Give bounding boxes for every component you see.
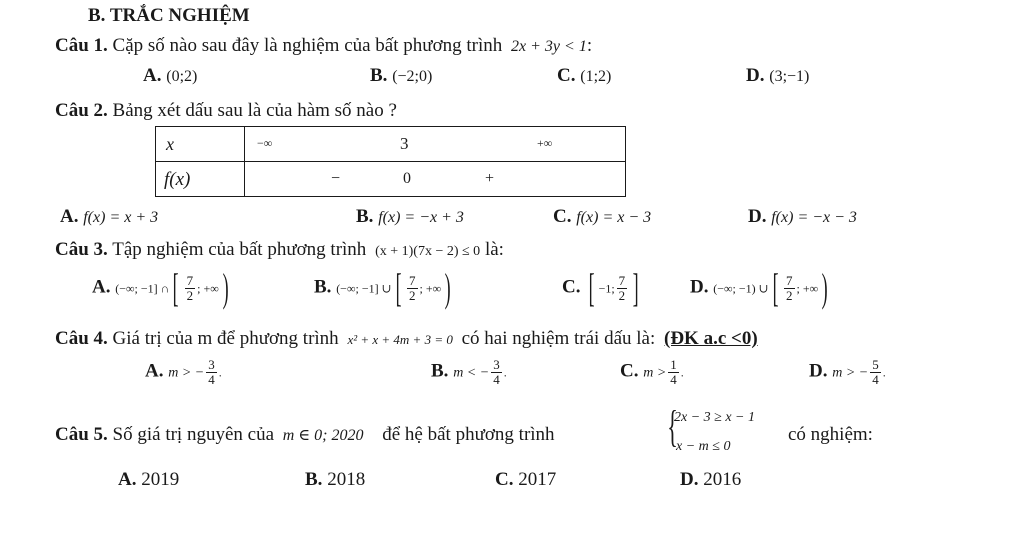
option-letter: C. <box>495 469 514 490</box>
q3-option-d[interactable] <box>690 265 832 310</box>
option-prefix: (−∞; −1] ∪ <box>336 281 392 296</box>
q5-option-d[interactable] <box>680 470 741 489</box>
q4-option-a[interactable] <box>145 358 222 386</box>
denominator: 4 <box>670 371 677 387</box>
fraction <box>870 358 881 386</box>
right-paren: ) <box>444 265 451 310</box>
option-text: (1;2) <box>580 68 612 85</box>
option-letter: B. <box>305 469 323 490</box>
option-letter: B. <box>370 65 388 86</box>
q4-option-d[interactable] <box>809 358 886 386</box>
question-1 <box>55 36 592 55</box>
system-brace: { <box>667 402 678 451</box>
question-expression: (x + 1)(7x − 2) ≤ 0 <box>375 244 481 259</box>
option-letter: C. <box>620 360 639 382</box>
option-letter: D. <box>809 360 828 382</box>
denominator: 4 <box>493 371 500 387</box>
left-bracket: [ <box>588 265 595 310</box>
question-3 <box>55 240 504 259</box>
denominator: 2 <box>409 287 416 303</box>
question-tail: là: <box>484 239 504 260</box>
option-suffix: ; +∞ <box>419 281 442 296</box>
q5-option-a[interactable] <box>118 470 179 489</box>
pos-infinity: +∞ <box>537 136 553 150</box>
q4-option-b[interactable] <box>431 358 507 386</box>
option-text: 2018 <box>327 469 366 490</box>
question-expression: m ∈ 0; 2020 <box>282 427 364 444</box>
fraction <box>407 274 418 302</box>
left-bracket: [ <box>395 265 402 310</box>
option-prefix: (−∞; −1) ∪ <box>713 281 769 296</box>
q1-option-d[interactable] <box>746 66 809 85</box>
right-paren: ) <box>222 265 229 310</box>
option-text: f(x) = −x − 3 <box>771 209 857 226</box>
question-label: Câu 2. <box>55 100 108 121</box>
option-text: f(x) = x + 3 <box>83 209 159 226</box>
sign-zero: 0 <box>403 170 411 187</box>
numerator: 7 <box>186 272 194 288</box>
option-suffix: ; +∞ <box>796 281 819 296</box>
option-suffix: ; +∞ <box>197 281 219 296</box>
fx-label: f(x) <box>164 169 191 190</box>
option-text: (0;2) <box>166 68 198 85</box>
option-letter: B. <box>431 360 449 382</box>
option-suffix: . <box>680 365 684 380</box>
q2-option-a[interactable] <box>60 207 158 226</box>
neg-infinity: −∞ <box>257 136 273 150</box>
fraction <box>617 274 628 302</box>
option-letter: A. <box>118 469 137 490</box>
option-letter: D. <box>680 469 699 490</box>
fraction <box>206 358 217 386</box>
question-text: Bảng xét dấu sau là của hàm số nào ? <box>112 100 397 121</box>
q5-option-b[interactable] <box>305 470 365 489</box>
question-colon: : <box>586 35 593 56</box>
system-line-1: 2x − 3 ≥ x − 1 <box>674 410 756 425</box>
option-prefix: m < − <box>453 365 490 381</box>
option-letter: B. <box>314 276 332 298</box>
table-cell-fx-head <box>156 162 245 197</box>
question-expression: 2x + 3y < 1 <box>511 38 587 55</box>
q1-option-c[interactable] <box>557 66 611 85</box>
x-label: x <box>166 134 174 154</box>
option-prefix: (−∞; −1] ∩ <box>115 281 170 296</box>
fraction <box>668 358 679 386</box>
option-text: 2016 <box>703 469 742 490</box>
q5-option-c[interactable] <box>495 470 556 489</box>
root-value: 3 <box>400 134 409 153</box>
option-prefix: m > − <box>832 365 869 381</box>
question-text-2: để hệ bất phương trình <box>382 424 555 445</box>
denominator: 2 <box>786 287 793 303</box>
left-bracket: [ <box>772 265 779 310</box>
numerator: 7 <box>409 272 416 288</box>
option-letter: C. <box>557 65 576 86</box>
q1-option-b[interactable] <box>370 66 432 85</box>
question-hint: (ĐK a.c <0) <box>664 328 758 349</box>
system-line-2: x − m ≤ 0 <box>676 439 731 454</box>
option-letter: D. <box>748 206 767 227</box>
denominator: 4 <box>872 371 879 387</box>
option-text: (3;−1) <box>769 68 810 85</box>
option-text: f(x) = −x + 3 <box>378 209 464 226</box>
numerator: 7 <box>618 272 626 288</box>
left-bracket: [ <box>172 265 179 310</box>
question-text: Cặp số nào sau đây là nghiệm của bất phương trình <box>112 35 503 56</box>
question-5 <box>55 425 555 444</box>
option-letter: A. <box>143 65 162 86</box>
fraction <box>491 358 502 386</box>
option-prefix: −1; <box>598 281 615 296</box>
question-text: Tập nghiệm của bất phương trình <box>112 239 367 260</box>
sign-plus: + <box>485 170 495 187</box>
q2-option-d[interactable] <box>748 207 857 226</box>
question-label: Câu 5. <box>55 424 108 445</box>
q4-option-c[interactable] <box>620 358 684 386</box>
question-4 <box>55 329 758 348</box>
table-cell-x-head <box>156 127 245 162</box>
q2-option-b[interactable] <box>356 207 464 226</box>
option-prefix: m > − <box>168 365 205 381</box>
numerator: 7 <box>786 272 793 288</box>
q2-option-c[interactable] <box>553 207 651 226</box>
option-suffix: . <box>218 365 222 380</box>
fraction <box>784 274 795 302</box>
option-text: 2019 <box>141 469 180 490</box>
question-label: Câu 1. <box>55 35 108 56</box>
option-text: (−2;0) <box>392 68 433 85</box>
sign-minus: − <box>331 170 341 187</box>
denominator: 4 <box>208 371 215 387</box>
option-letter: B. <box>356 206 374 227</box>
option-text: 2017 <box>518 469 557 490</box>
option-letter: D. <box>746 65 765 86</box>
numerator: 3 <box>208 357 215 372</box>
q3-option-c[interactable] <box>562 265 643 310</box>
option-letter: C. <box>553 206 572 227</box>
denominator: 2 <box>618 287 626 303</box>
question-text: Giá trị của m để phương trình <box>112 328 339 349</box>
numerator: 1 <box>670 357 677 372</box>
right-paren: ) <box>821 265 828 310</box>
sign-table <box>155 126 626 197</box>
option-letter: C. <box>562 276 581 298</box>
option-letter: A. <box>60 206 79 227</box>
q3-option-a[interactable] <box>92 265 232 310</box>
denominator: 2 <box>186 287 194 303</box>
question-2 <box>55 101 397 120</box>
option-suffix: . <box>882 365 886 380</box>
option-text: f(x) = x − 3 <box>576 209 652 226</box>
question-expression: x² + x + 4m + 3 = 0 <box>347 332 453 347</box>
question-label: Câu 3. <box>55 239 108 260</box>
q3-option-b[interactable] <box>314 265 454 310</box>
option-prefix: m > <box>643 365 667 381</box>
option-letter: A. <box>92 276 111 298</box>
question-label: Câu 4. <box>55 328 108 349</box>
question-tail: có hai nghiệm trái dấu là: <box>461 328 656 349</box>
question-tail: có nghiệm: <box>788 424 873 445</box>
fraction <box>185 274 196 302</box>
right-bracket: ] <box>632 265 639 310</box>
question-text: Số giá trị nguyên của <box>112 424 275 445</box>
numerator: 3 <box>493 357 500 372</box>
table-cell-fx-values <box>245 162 626 197</box>
option-letter: D. <box>690 276 709 298</box>
option-suffix: . <box>503 365 507 380</box>
numerator: 5 <box>872 357 879 372</box>
q1-option-a[interactable] <box>143 66 197 85</box>
option-letter: A. <box>145 360 164 382</box>
section-title: B. TRẮC NGHIỆM <box>88 5 250 26</box>
table-cell-x-values <box>245 127 626 162</box>
